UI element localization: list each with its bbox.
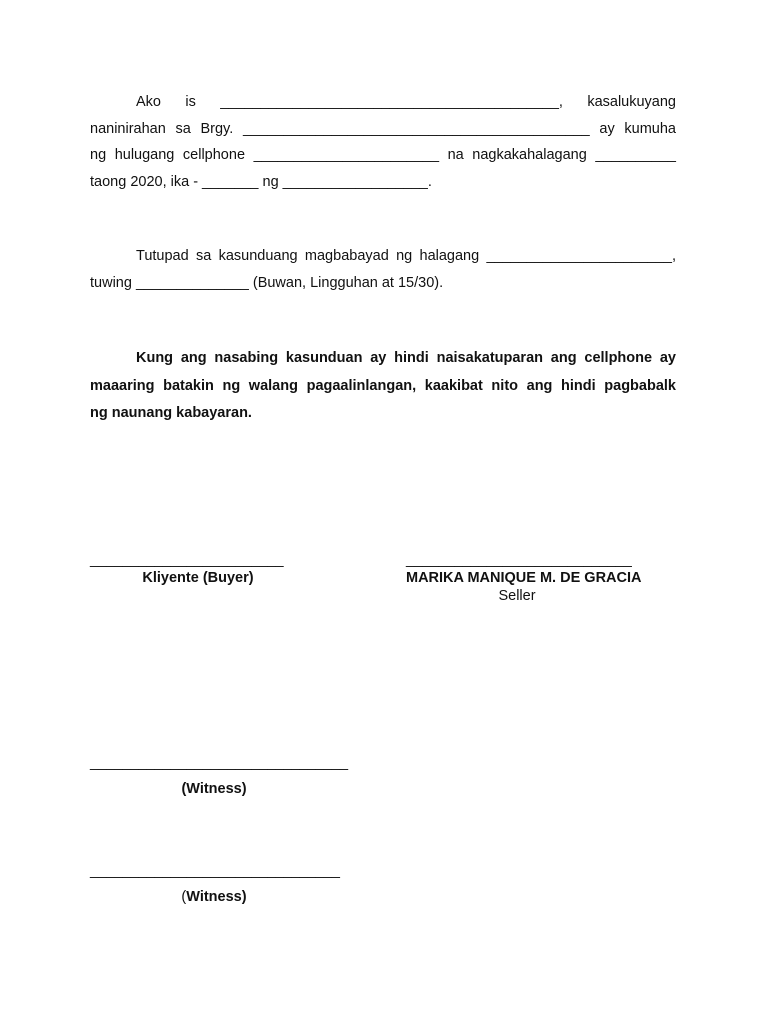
paragraph3-line1: Kung ang nasabing kasunduan ay hindi naisakatuparan ang cellphone ay: [136, 350, 676, 366]
seller-name: MARIKA MANIQUE M. DE GRACIA: [406, 570, 642, 586]
paragraph1-line2: naninirahan sa Brgy. ___________________________________________ ay kumuha: [90, 120, 676, 137]
seller-signature-line: ____________________________: [406, 552, 632, 568]
paragraph-default-clause: [90, 345, 676, 428]
paragraph1-line4: taong 2020, ika - _______ ng __________________.: [90, 173, 432, 190]
seller-role: Seller: [498, 588, 536, 604]
paragraph2-line1: Tutupad sa kasunduang magbabayad ng halagang _______________________,: [136, 248, 676, 264]
witness2-label-text: Witness): [186, 889, 247, 905]
paragraph2-line2: tuwing ______________ (Buwan, Lingguhan at 15/30).: [90, 274, 444, 291]
witness1-label: (Witness): [181, 781, 247, 797]
witness2-signature-line: _______________________________: [90, 863, 340, 879]
paragraph1-line3: ng hulugang cellphone _______________________ na nagkakahalagang __________: [90, 147, 676, 163]
buyer-signature-line: ________________________: [90, 552, 284, 568]
buyer-label: Kliyente (Buyer): [142, 570, 254, 586]
witness2-label: [90, 888, 338, 906]
paragraph-buyer-details: [90, 89, 676, 195]
paragraph3-line2: maaaring batakin ng walang pagaalinlangan, kaakibat nito ang hindi pagbabalk: [90, 377, 676, 394]
paragraph1-line1: Ako is __________________________________________, kasalukuyang: [136, 94, 676, 110]
witness2-label-paren: (: [181, 889, 187, 905]
witness1-signature-line: ________________________________: [90, 755, 349, 771]
paragraph-payment-terms: [90, 243, 676, 296]
paragraph3-line3: ng naunang kabayaran.: [90, 405, 252, 421]
